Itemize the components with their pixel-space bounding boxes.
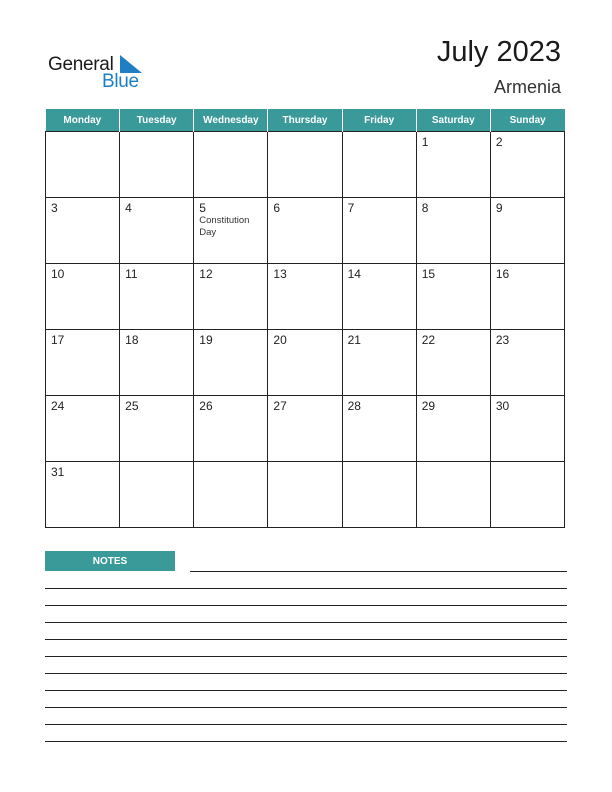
notes-line bbox=[45, 656, 567, 657]
calendar-day-cell bbox=[416, 330, 490, 396]
calendar-day-cell bbox=[120, 132, 194, 198]
calendar-week-row bbox=[46, 132, 565, 198]
day-number: 10 bbox=[51, 267, 65, 281]
calendar-week-row bbox=[46, 396, 565, 462]
day-number: 9 bbox=[495, 201, 503, 215]
calendar-day-cell bbox=[342, 462, 416, 528]
day-number: 14 bbox=[347, 267, 361, 281]
calendar-grid bbox=[45, 109, 565, 528]
calendar-week-row bbox=[46, 264, 565, 330]
day-number: 4 bbox=[125, 201, 132, 215]
calendar-day-cell bbox=[120, 330, 194, 396]
day-number: 3 bbox=[51, 201, 58, 215]
brand-name-general: General bbox=[48, 54, 114, 75]
day-number: 31 bbox=[51, 465, 65, 479]
calendar-day-cell bbox=[194, 396, 268, 462]
day-number: 19 bbox=[199, 333, 213, 347]
calendar-day-cell bbox=[194, 132, 268, 198]
weekday-thursday: Thursday bbox=[268, 109, 342, 132]
calendar-day-cell bbox=[120, 198, 194, 264]
day-number: 8 bbox=[421, 201, 429, 215]
day-number: 24 bbox=[51, 399, 65, 413]
calendar-day-cell bbox=[416, 264, 490, 330]
notes-label: NOTES bbox=[45, 551, 175, 571]
calendar-day-cell bbox=[120, 396, 194, 462]
calendar-day-cell bbox=[194, 264, 268, 330]
notes-line bbox=[45, 588, 567, 589]
calendar-day-cell bbox=[342, 198, 416, 264]
calendar-day-cell bbox=[342, 330, 416, 396]
calendar-day-cell bbox=[490, 396, 564, 462]
day-number: 17 bbox=[51, 333, 65, 347]
calendar-day-cell bbox=[268, 462, 342, 528]
calendar-day-cell bbox=[490, 264, 564, 330]
notes-line bbox=[45, 690, 567, 691]
weekday-tuesday: Tuesday bbox=[120, 109, 194, 132]
day-number: 21 bbox=[347, 333, 361, 347]
calendar-day-cell bbox=[342, 396, 416, 462]
calendar-week-row bbox=[46, 462, 565, 528]
calendar-day-cell bbox=[416, 396, 490, 462]
day-number: 27 bbox=[273, 399, 287, 413]
day-number: 6 bbox=[273, 201, 281, 215]
calendar-day-cell bbox=[416, 462, 490, 528]
calendar-day-cell bbox=[46, 462, 120, 528]
weekday-wednesday: Wednesday bbox=[194, 109, 268, 132]
notes-line bbox=[45, 605, 567, 606]
weekday-saturday: Saturday bbox=[416, 109, 490, 132]
notes-line bbox=[45, 639, 567, 640]
day-number: 5 bbox=[199, 201, 206, 215]
calendar-week-row bbox=[46, 330, 565, 396]
calendar-day-cell bbox=[46, 132, 120, 198]
day-number: 1 bbox=[421, 135, 429, 149]
day-number: 11 bbox=[125, 267, 138, 281]
day-number: 23 bbox=[495, 333, 510, 347]
calendar-day-cell bbox=[120, 462, 194, 528]
notes-line bbox=[45, 707, 567, 708]
day-number: 30 bbox=[495, 399, 510, 413]
weekday-friday: Friday bbox=[342, 109, 416, 132]
calendar-day-cell bbox=[120, 264, 194, 330]
calendar-day-cell bbox=[268, 396, 342, 462]
day-number: 28 bbox=[347, 399, 361, 413]
day-number: 15 bbox=[421, 267, 436, 281]
notes-line bbox=[190, 571, 567, 572]
day-number: 25 bbox=[125, 399, 139, 413]
calendar-day-cell bbox=[194, 462, 268, 528]
notes-line bbox=[45, 724, 567, 725]
day-number: 12 bbox=[199, 267, 213, 281]
day-number: 2 bbox=[495, 135, 503, 149]
calendar-day-cell bbox=[268, 264, 342, 330]
calendar-day-cell bbox=[194, 198, 268, 264]
calendar-day-cell bbox=[490, 330, 564, 396]
calendar-day-cell bbox=[194, 330, 268, 396]
calendar-day-cell bbox=[342, 264, 416, 330]
calendar-day-cell bbox=[342, 132, 416, 198]
day-number: 22 bbox=[421, 333, 436, 347]
calendar-week-row bbox=[46, 198, 565, 264]
calendar-day-cell bbox=[416, 198, 490, 264]
day-number: 18 bbox=[125, 333, 139, 347]
holiday-label: Constitution Day bbox=[199, 215, 250, 238]
calendar-day-cell bbox=[46, 198, 120, 264]
calendar-day-cell bbox=[490, 132, 564, 198]
day-number: 16 bbox=[495, 267, 510, 281]
day-number: 13 bbox=[273, 267, 287, 281]
calendar-day-cell bbox=[490, 198, 564, 264]
calendar-day-cell bbox=[416, 132, 490, 198]
day-number: 29 bbox=[421, 399, 436, 413]
page-title: July 2023 bbox=[436, 36, 561, 68]
calendar-day-cell bbox=[46, 396, 120, 462]
brand-name-blue: Blue bbox=[102, 71, 139, 92]
calendar-body bbox=[46, 132, 565, 528]
calendar-day-cell bbox=[490, 462, 564, 528]
calendar-day-cell bbox=[46, 264, 120, 330]
notes-line bbox=[45, 673, 567, 674]
day-number: 7 bbox=[347, 201, 355, 215]
calendar-day-cell bbox=[268, 198, 342, 264]
day-number: 26 bbox=[199, 399, 213, 413]
calendar-day-cell bbox=[268, 132, 342, 198]
country-name: Armenia bbox=[493, 77, 561, 97]
notes-line bbox=[45, 622, 567, 623]
calendar-day-cell bbox=[268, 330, 342, 396]
weekday-sunday: Sunday bbox=[490, 109, 564, 132]
weekday-header-row bbox=[46, 109, 565, 132]
day-number: 20 bbox=[273, 333, 287, 347]
calendar-day-cell bbox=[46, 330, 120, 396]
brand-logo bbox=[48, 50, 158, 92]
weekday-monday: Monday bbox=[46, 109, 120, 132]
notes-line bbox=[45, 741, 567, 742]
